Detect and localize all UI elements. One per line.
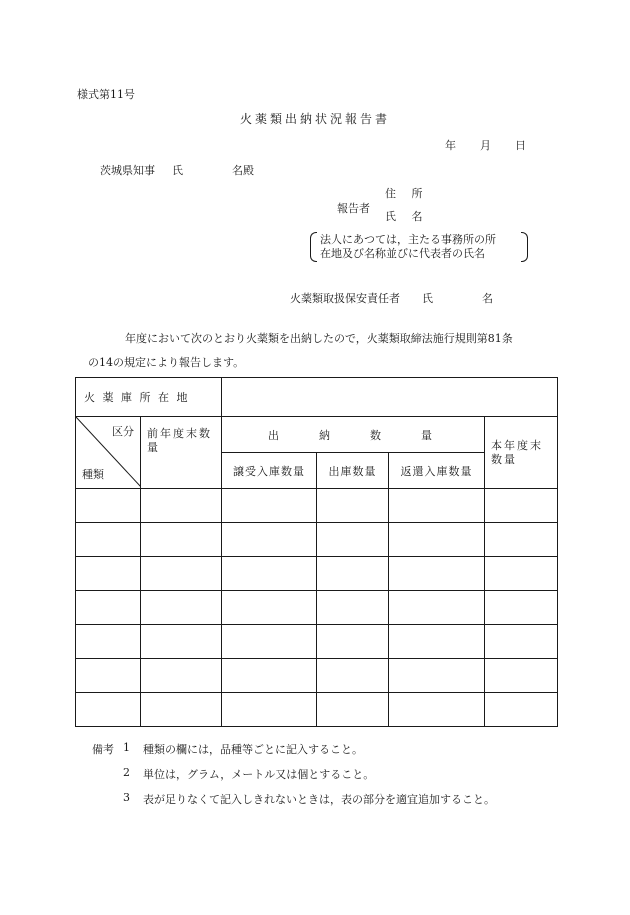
date-year: 年 bbox=[445, 139, 456, 152]
table-cell[interactable] bbox=[222, 523, 317, 557]
addressee-family: 氏 bbox=[172, 164, 183, 177]
bracket-right bbox=[521, 232, 528, 262]
body-text-line2: の14の規定により報告します。 bbox=[88, 356, 245, 369]
date-month: 月 bbox=[480, 139, 491, 152]
reporter-name-label: 氏 名 bbox=[385, 210, 429, 223]
table-row bbox=[76, 693, 558, 727]
table-cell[interactable] bbox=[76, 591, 141, 625]
note-3-text: 表が足りなくて記入しきれないときは，表の部分を適宜追加すること。 bbox=[143, 793, 495, 806]
table-cell[interactable] bbox=[389, 591, 485, 625]
category-type-header bbox=[76, 417, 141, 489]
notes-label: 備考 bbox=[92, 743, 114, 756]
table-cell[interactable] bbox=[317, 625, 389, 659]
bracket-left bbox=[310, 232, 317, 262]
table-cell[interactable] bbox=[317, 489, 389, 523]
table-cell[interactable] bbox=[141, 489, 222, 523]
reporter-label: 報告者 bbox=[337, 202, 370, 215]
table-cell[interactable] bbox=[389, 489, 485, 523]
note-2-number: 2 bbox=[123, 766, 130, 779]
inout-header: 出 納 数 量 bbox=[222, 417, 485, 453]
out-header: 出庫数量 bbox=[317, 453, 389, 489]
document-title: 火薬類出納状況報告書 bbox=[240, 112, 391, 126]
note-3-number: 3 bbox=[123, 791, 130, 804]
prev-year-header: 前年度末数量 bbox=[141, 417, 222, 489]
this-year-header: 本年度末数量 bbox=[485, 417, 558, 489]
table-cell[interactable] bbox=[76, 693, 141, 727]
table-cell[interactable] bbox=[317, 591, 389, 625]
table-cell[interactable] bbox=[485, 489, 558, 523]
table-row bbox=[76, 625, 558, 659]
transfer-in-header: 譲受入庫数量 bbox=[222, 453, 317, 489]
date-day: 日 bbox=[515, 139, 526, 152]
manager-given: 名 bbox=[482, 292, 493, 305]
category-label: 区分 bbox=[112, 425, 134, 438]
table-cell[interactable] bbox=[76, 625, 141, 659]
table-cell[interactable] bbox=[389, 557, 485, 591]
body-text-line1: 年度において次のとおり火薬類を出納したので，火薬類取締法施行規則第81条 bbox=[125, 332, 513, 345]
table-cell[interactable] bbox=[222, 659, 317, 693]
table-cell[interactable] bbox=[222, 557, 317, 591]
table-cell[interactable] bbox=[76, 489, 141, 523]
table-cell[interactable] bbox=[141, 659, 222, 693]
table-cell[interactable] bbox=[76, 523, 141, 557]
return-in-header: 返還入庫数量 bbox=[389, 453, 485, 489]
table-cell[interactable] bbox=[141, 591, 222, 625]
table-cell[interactable] bbox=[485, 591, 558, 625]
manager-family: 氏 bbox=[422, 292, 433, 305]
reporter-address-label: 住 所 bbox=[385, 187, 429, 200]
note-1-text: 種類の欄には，品種等ごとに記入すること。 bbox=[143, 743, 363, 756]
table-cell[interactable] bbox=[485, 557, 558, 591]
table-cell[interactable] bbox=[141, 557, 222, 591]
table-cell[interactable] bbox=[76, 659, 141, 693]
table-cell[interactable] bbox=[141, 693, 222, 727]
table-row bbox=[76, 523, 558, 557]
table-cell[interactable] bbox=[389, 523, 485, 557]
type-label: 種類 bbox=[82, 468, 104, 481]
table-cell[interactable] bbox=[317, 557, 389, 591]
manager-label: 火薬類取扱保安責任者 bbox=[290, 292, 400, 305]
table-cell[interactable] bbox=[222, 591, 317, 625]
table-row bbox=[76, 489, 558, 523]
table-cell[interactable] bbox=[317, 693, 389, 727]
addressee-prefix: 茨城県知事 bbox=[100, 164, 155, 177]
corporation-note bbox=[310, 232, 528, 262]
corporation-note-line2: 在地及び名称並びに代表者の氏名 bbox=[320, 247, 485, 260]
table-cell[interactable] bbox=[389, 693, 485, 727]
table-cell[interactable] bbox=[222, 693, 317, 727]
note-1-number: 1 bbox=[123, 741, 130, 754]
table-cell[interactable] bbox=[485, 659, 558, 693]
location-label: 火 薬 庫 所 在 地 bbox=[76, 378, 222, 417]
table-cell[interactable] bbox=[389, 659, 485, 693]
table-cell[interactable] bbox=[76, 557, 141, 591]
table-cell[interactable] bbox=[141, 523, 222, 557]
location-row bbox=[76, 378, 558, 417]
note-2-text: 単位は，グラム，メートル又は個とすること。 bbox=[143, 768, 375, 781]
table-row bbox=[76, 659, 558, 693]
corporation-note-line1: 法人にあつては，主たる事務所の所 bbox=[320, 233, 496, 246]
inventory-table bbox=[75, 377, 558, 727]
table-cell[interactable] bbox=[317, 659, 389, 693]
table-cell[interactable] bbox=[317, 523, 389, 557]
header-row-1 bbox=[76, 417, 558, 453]
table-row bbox=[76, 591, 558, 625]
form-number: 様式第11号 bbox=[77, 88, 135, 101]
table-cell[interactable] bbox=[222, 489, 317, 523]
table-cell[interactable] bbox=[141, 625, 222, 659]
table-cell[interactable] bbox=[485, 523, 558, 557]
location-value-cell[interactable] bbox=[222, 378, 558, 417]
table-cell[interactable] bbox=[485, 693, 558, 727]
addressee-given: 名殿 bbox=[232, 164, 254, 177]
table-cell[interactable] bbox=[389, 625, 485, 659]
table-cell[interactable] bbox=[222, 625, 317, 659]
table-cell[interactable] bbox=[485, 625, 558, 659]
table-row bbox=[76, 557, 558, 591]
